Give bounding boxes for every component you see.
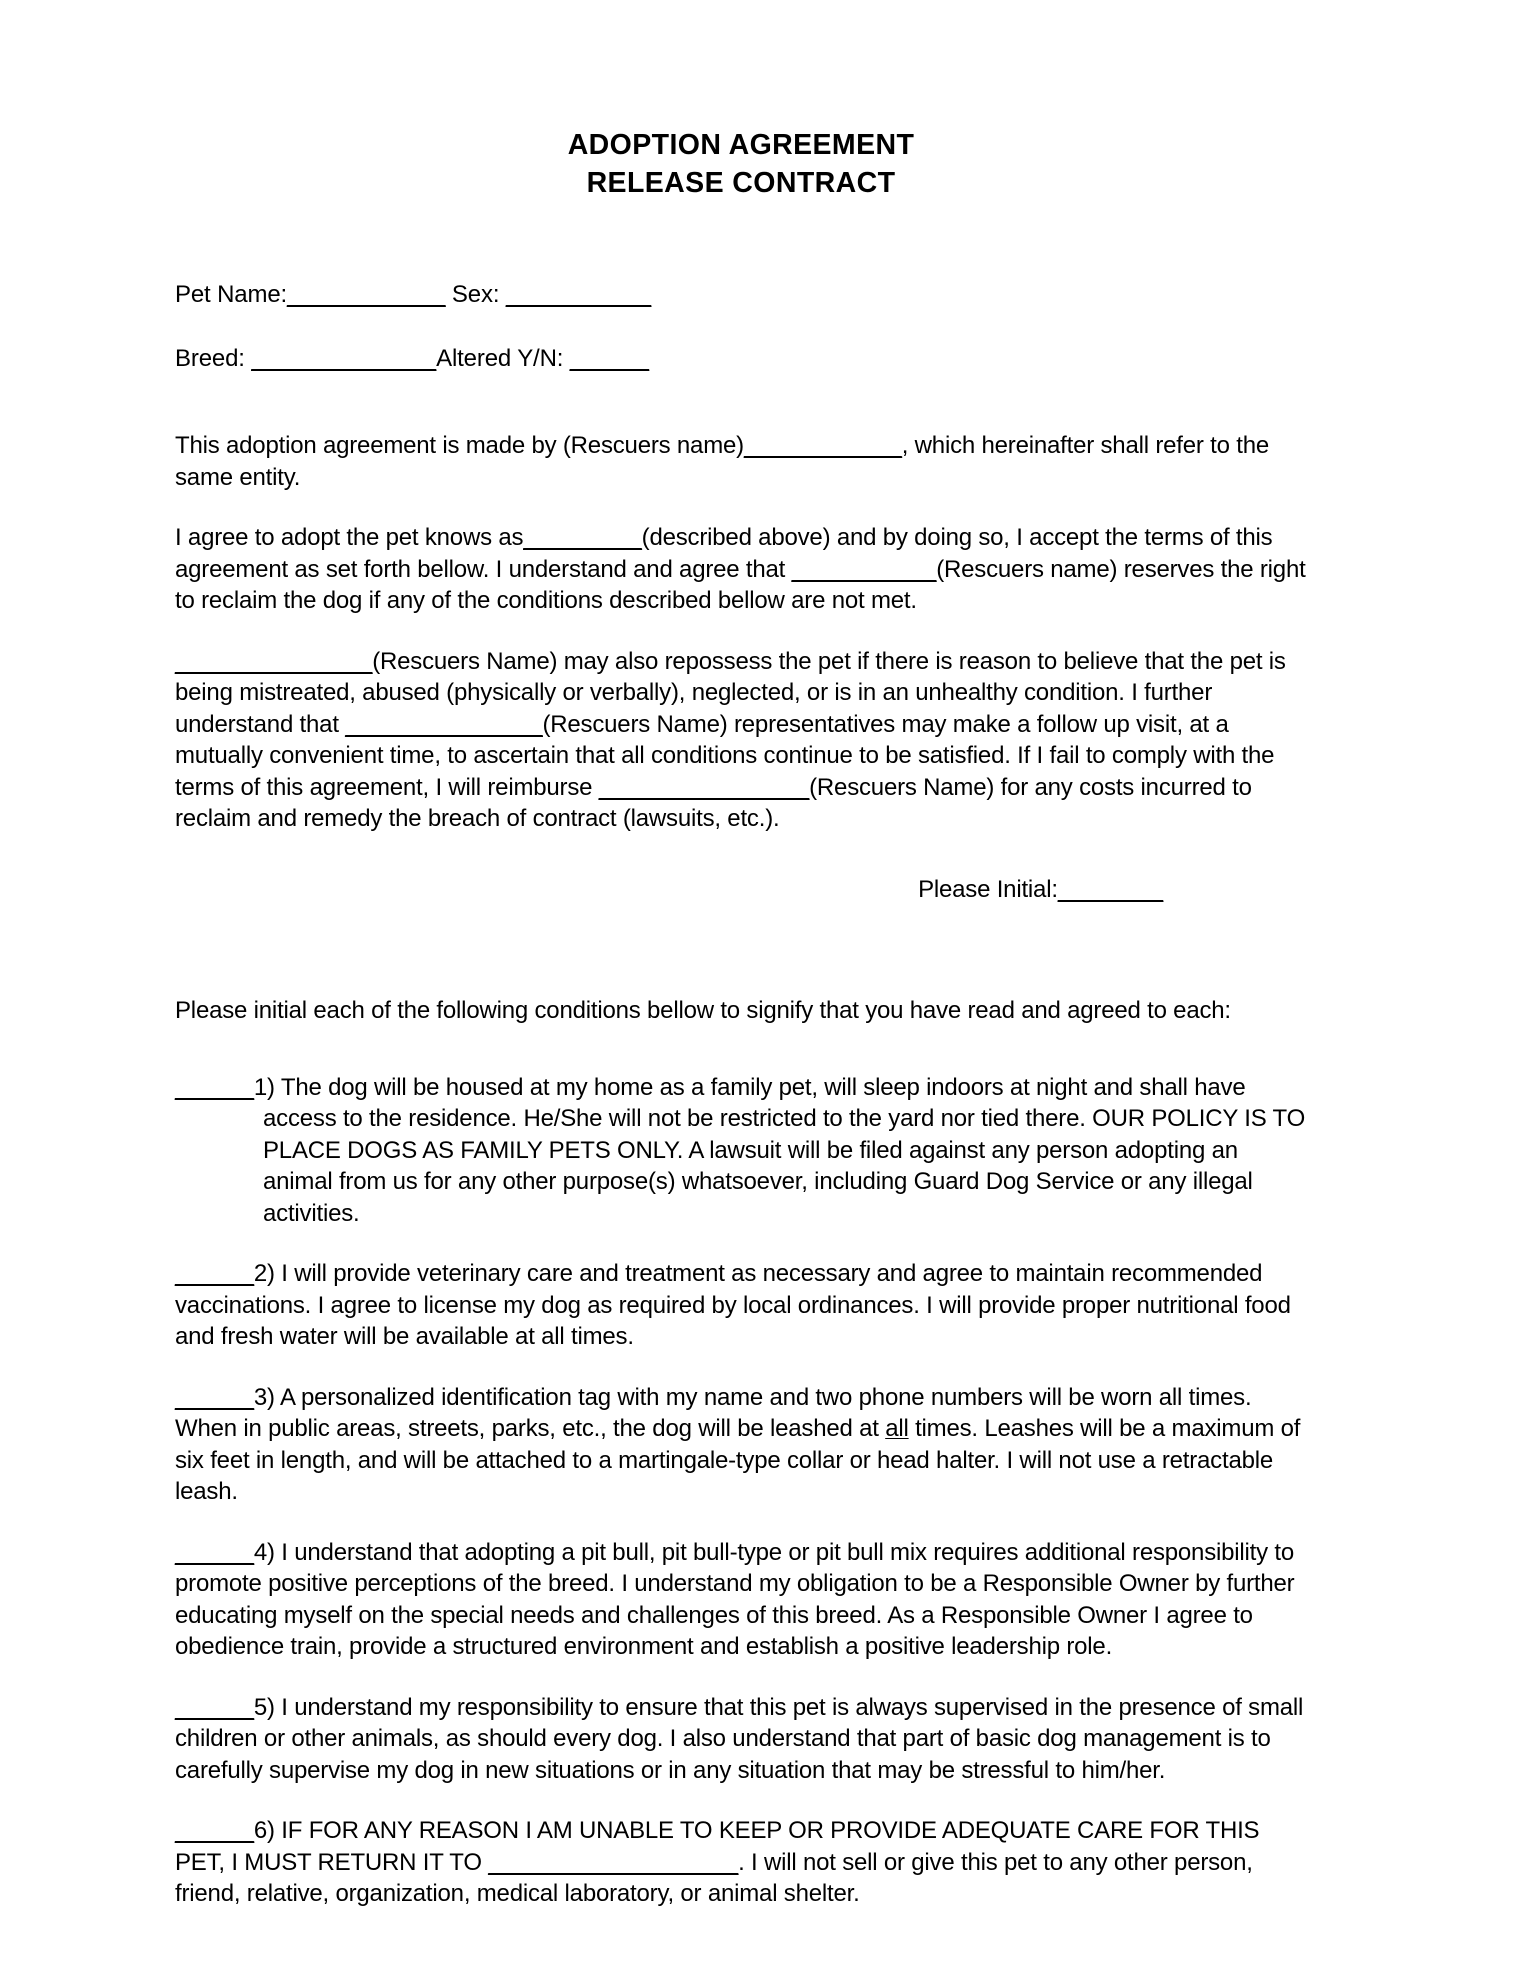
please-initial-label: Please Initial: [918,875,1058,903]
condition-number-5: 5) [253,1693,275,1721]
condition-text-1: The dog will be housed at my home as a family pet, will sleep indoors at night and shall have access to the residence. He/She will not be restricted to the yard nor tied there. OUR POLICY IS TO PLACE DOGS AS FAMILY PETS ONLY. A lawsuit will be filed against any person adopting an animal from us for any other purpose(s) whatsoever, including Guard Dog Service or any illegal activities. [263,1073,1306,1227]
condition-item-4 [175,1537,1307,1663]
condition-initial-blank-4[interactable]: ______ [175,1538,254,1566]
conditions-list [175,1072,1307,1910]
title-line-primary: ADOPTION AGREEMENT [567,129,915,161]
paragraph-repossess-text-c: (Rescuers Name) for any costs incurred to reclaim and remedy the breach of contract (lawsuits, etc.). [175,773,1252,832]
condition-text-4: I understand that adopting a pit bull, pit bull-type or pit bull mix requires additional responsibility to promote positive perceptions of the breed. I understand my obligation to be a Responsible Owner by further educating myself on the special needs and challenges of this breed. As a Responsible Owner I agree to obedience train, provide a structured environment and establish a positive leadership role. [175,1538,1295,1660]
condition-item-5 [175,1692,1307,1787]
pet-name-input-blank[interactable]: ____________ [287,281,446,308]
pet-name-row [175,280,1307,310]
condition-item-2 [175,1258,1307,1353]
breed-label: Breed: [175,345,252,372]
please-initial-row [175,874,1307,906]
condition-number-2: 2) [253,1260,275,1287]
altered-label: Altered Y/N: [436,345,570,372]
rescuer-name-blank-5[interactable]: ________________ [598,773,810,801]
condition-text-6-tail: . I will not sell or give this pet to any other person, friend, relative, organization, medical laboratory, or animal shelter. [175,1848,1253,1907]
paragraph-repossess-text-a: (Rescuers Name) may also repossess the pet if there is reason to believe that the pet is being mistreated, abused (physically or verbally), neglected, or is in an unhealthy condition. I further understand that [175,647,1286,738]
sex-input-blank[interactable]: ___________ [505,281,652,308]
condition-number-6: 6) [253,1817,275,1844]
pet-known-as-blank[interactable]: _________ [523,524,642,551]
return-it-to-blank[interactable]: ___________________ [488,1848,739,1876]
please-initial-blank[interactable]: ________ [1057,875,1163,903]
pet-info-form [175,280,1307,374]
paragraph-adopt-text-c: (Rescuers name) reserves the right to reclaim the dog if any of the conditions described bellow are not met. [175,555,1306,614]
condition-item-6 [175,1815,1307,1910]
paragraph-repossess-text-b: (Rescuers Name) representatives may make a follow up visit, at a mutually convenient time, to ascertain that all conditions continue to be satisfied. If I fail to comply with the terms of this agreement, I will reimburse [175,710,1275,801]
condition-initial-blank-2[interactable]: ______ [175,1260,254,1287]
agreement-body [175,430,1307,1027]
breed-input-blank[interactable]: ______________ [251,345,437,372]
paragraph-adopt-terms [175,522,1307,617]
breed-row [175,344,1307,374]
document-content [175,0,1307,1939]
altered-input-blank[interactable]: ______ [569,345,649,372]
paragraph-entity-text-b: , which hereinafter shall refer to the same entity. [175,432,1269,491]
condition-initial-blank-3[interactable]: ______ [175,1383,254,1411]
title-line-secondary: RELEASE CONTRACT [586,167,896,199]
paragraph-entity-text-a: This adoption agreement is made by (Rescuers name) [175,432,744,459]
condition-text-5: I understand my responsibility to ensure that this pet is always supervised in the presence of small children or other animals, as should every dog. I also understand that part of basic dog management is to carefully supervise my dog in new situations or in any situation that may be stressful to him/her. [175,1693,1304,1784]
condition-text-3-after: times. Leashes will be a maximum of six feet in length, and will be attached to a martingale-type collar or head halter. I will not use a retractable leash. [175,1415,1301,1505]
condition-item-1 [175,1072,1307,1230]
condition-text-2: I will provide veterinary care and treatment as necessary and agree to maintain recommended vaccinations. I agree to license my dog as required by local ordinances. I will provide proper nutritional food and fresh water will be available at all times. [175,1260,1291,1350]
condition-text-3-before: A personalized identification tag with my name and two phone numbers will be worn all times. When in public areas, streets, parks, etc., the dog will be leashed at [175,1383,1252,1442]
paragraph-entity [175,430,1307,493]
conditions-intro: Please initial each of the following conditions bellow to signify that you have read and agreed to each: [175,997,1231,1024]
rescuer-name-blank-2[interactable]: ___________ [791,555,937,583]
condition-item-3 [175,1382,1307,1508]
document-title [175,126,1307,202]
rescuer-name-blank-1[interactable]: ____________ [743,432,902,459]
condition-text-3-emphasis: all [885,1415,909,1442]
condition-initial-blank-1[interactable]: ______ [175,1073,254,1101]
paragraph-repossess [175,646,1307,835]
rescuer-name-blank-3[interactable]: _______________ [175,647,373,675]
condition-number-1: 1) [253,1073,275,1101]
pet-name-label: Pet Name: [175,281,288,308]
rescuer-name-blank-4[interactable]: _______________ [345,710,543,738]
condition-initial-blank-5[interactable]: ______ [175,1693,254,1721]
condition-number-3: 3) [253,1383,275,1411]
condition-text-6-before: IF FOR ANY REASON I AM UNABLE TO KEEP OR PROVIDE ADEQUATE CARE FOR THIS PET, I MUST RETURN IT TO [175,1817,1260,1876]
sex-label: Sex: [445,281,506,308]
condition-number-4: 4) [253,1538,275,1566]
condition-initial-blank-6[interactable]: ______ [175,1817,254,1844]
paragraph-adopt-text-b: (described above) and by doing so, I accept the terms of this agreement as set forth bellow. I understand and agree that [175,524,1273,583]
paragraph-adopt-text-a: I agree to adopt the pet knows as [175,524,524,551]
